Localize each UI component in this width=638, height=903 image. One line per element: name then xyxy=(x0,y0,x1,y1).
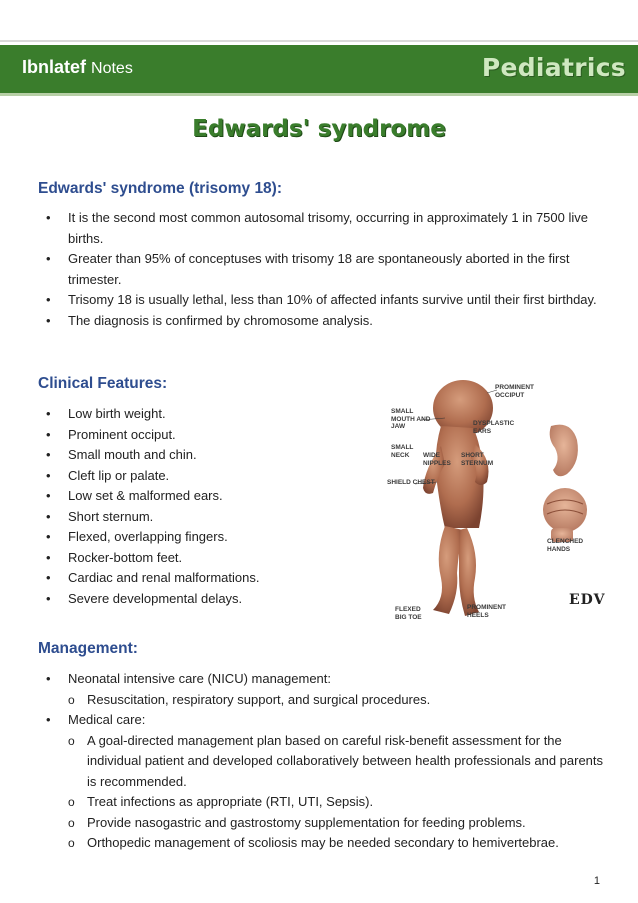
label-small-mouth: SMALL MOUTH AND JAW xyxy=(391,408,431,430)
list-item: • Cardiac and renal malformations. xyxy=(38,568,368,589)
list-item: • Severe developmental delays. xyxy=(38,589,368,610)
brand-suffix: Notes xyxy=(91,60,133,77)
sublist-item: o Orthopedic management of scoliosis may be needed secondary to hemivertebrae. xyxy=(68,833,608,854)
list-item: • Greater than 95% of conceptuses with trisomy 18 are spontaneously aborted in the first trimester. xyxy=(38,249,608,290)
list-item: • Small mouth and chin. xyxy=(38,445,368,466)
label-short-sternum: SHORT STERNUM xyxy=(461,452,494,467)
list-item: • Trisomy 18 is usually lethal, less than 10% of affected infants survive until their first birthday. xyxy=(38,290,608,311)
list-item: • Rocker-bottom feet. xyxy=(38,548,368,569)
label-clenched-hands: CLENCHED HANDS xyxy=(547,538,584,553)
list-item: • Low birth weight. xyxy=(38,404,368,425)
label-flexed-big-toe: FLEXED BIG TOE xyxy=(395,606,422,621)
list-item: • Cleft lip or palate. xyxy=(38,466,368,487)
clinical-heading: Clinical Features: xyxy=(38,375,168,392)
management-heading: Management: xyxy=(38,640,138,657)
label-wide-nipples: WIDE NIPPLES xyxy=(423,452,451,467)
sublist-item: o A goal-directed management plan based on careful risk-benefit assessment for the individual patient and developed collaboratively between health professionals and parents is recommended. xyxy=(68,731,608,793)
label-edv: EDV xyxy=(569,592,606,608)
label-prominent-heels: PROMINENT HEELS xyxy=(467,604,506,619)
intro-list xyxy=(38,208,608,331)
brand-name: Ibnlatef xyxy=(22,57,87,77)
nicu-item: Neonatal intensive care (NICU) management: xyxy=(68,671,332,686)
sublist-item: o Treat infections as appropriate (RTI, UTI, Sepsis). xyxy=(68,792,608,813)
medical-item: Medical care: xyxy=(68,712,146,727)
sublist-item: o Provide nasogastric and gastrostomy supplementation for feeding problems. xyxy=(68,813,608,834)
list-item: • Flexed, overlapping fingers. xyxy=(38,527,368,548)
list-item: • The diagnosis is confirmed by chromosome analysis. xyxy=(38,311,608,332)
intro-heading: Edwards' syndrome (trisomy 18): xyxy=(38,180,283,197)
label-small-neck: SMALL NECK xyxy=(391,444,414,459)
list-item: • Low set & malformed ears. xyxy=(38,486,368,507)
label-shield-chest: SHIELD CHEST xyxy=(387,479,435,486)
medical-sublist xyxy=(68,731,608,854)
list-item: • Short sternum. xyxy=(38,507,368,528)
top-rule xyxy=(0,40,638,42)
sublist-item: o Resuscitation, respiratory support, and surgical procedures. xyxy=(68,690,608,711)
page-number: 1 xyxy=(593,875,600,887)
label-dysplastic-ears: DYSPLASTIC EARS xyxy=(473,420,515,435)
list-item xyxy=(38,710,608,854)
clinical-list xyxy=(38,404,368,609)
management-list xyxy=(38,669,608,854)
nicu-sublist xyxy=(68,690,608,711)
brand xyxy=(22,57,133,78)
label-prominent-occiput: PROMINENT OCCIPUT xyxy=(495,384,534,399)
edwards-syndrome-illustration xyxy=(375,378,606,630)
list-item: • Prominent occiput. xyxy=(38,425,368,446)
page-title: Edwards' syndrome xyxy=(192,116,446,142)
section-name: Pediatrics xyxy=(481,53,626,82)
header-banner xyxy=(0,45,638,96)
list-item xyxy=(38,669,608,710)
list-item: • It is the second most common autosomal trisomy, occurring in approximately 1 in 7500 live births. xyxy=(38,208,608,249)
